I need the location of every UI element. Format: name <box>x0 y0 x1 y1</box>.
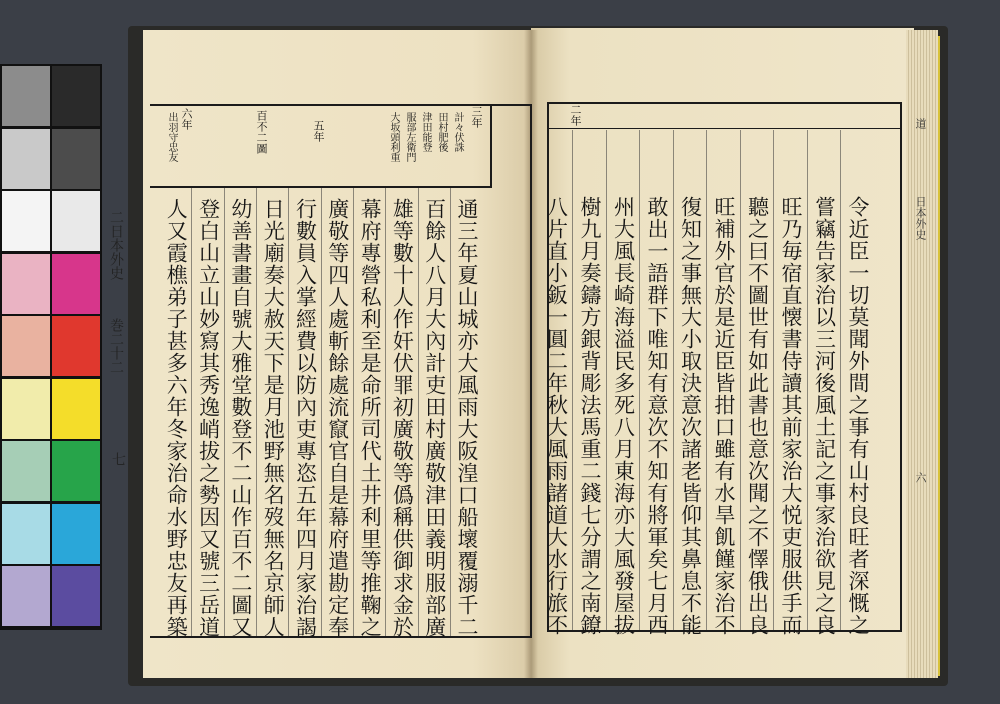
column-ruling <box>321 188 322 636</box>
note-3-line-1: 計々伏誅 <box>452 112 463 152</box>
text-column: 旺補外官於是近臣皆拑口雖有水旱飢饉家治不 <box>712 196 736 636</box>
color-patch <box>2 316 50 376</box>
column-ruling <box>606 130 607 630</box>
color-patch <box>52 129 100 189</box>
text-column: 令近臣一切莫聞外間之事有山村良旺者深慨之 <box>846 196 870 636</box>
column-ruling <box>385 188 386 636</box>
text-column: 日光廟奏大赦天下是月池野無名歿無名京師人 <box>261 198 286 638</box>
color-patch <box>2 504 50 564</box>
text-column: 州大風長崎海溢民多死八月東海亦大風發屋拔 <box>611 196 636 636</box>
column-ruling <box>639 130 640 630</box>
column-ruling <box>353 188 354 636</box>
note-3-line-5: 大坂頭利重 <box>388 112 399 162</box>
color-patch <box>52 254 100 314</box>
right-header-rule <box>547 128 902 129</box>
text-column: 登白山立山妙寫其秀逸峭拔之勢因又號三岳道 <box>196 198 221 638</box>
text-column: 旺乃毎宿直懐書侍讀其前家治大悦吏服供手而 <box>779 196 803 636</box>
color-patch <box>52 379 100 439</box>
color-patch <box>52 566 100 626</box>
text-column: 復知之事無大小取決意次諸老皆仰其鼻息不能 <box>678 196 703 636</box>
text-column: 聽之曰不圖世有如此書也意次聞之不懌俄出良 <box>745 196 770 636</box>
text-column: 通三年夏山城亦大風雨大阪湟口船壞覆溺千二 <box>455 198 479 638</box>
color-patch <box>2 441 50 501</box>
edge-text-1: 道 <box>914 118 927 129</box>
text-column: 樹九月奏鑄方銀背彫法馬重二錢七分謂之南鐐 <box>578 196 602 636</box>
right-header-year: 二年 <box>569 104 582 126</box>
note-year-3: 三年 <box>470 106 483 128</box>
note-3-line-4: 服部左衛門 <box>404 112 415 162</box>
text-column: 廣敬等四人處斬餘處流竄官自是幕府遣勘定奉 <box>325 198 350 638</box>
text-column: 幕府專營私利至是命所司代土井利里等推鞠之 <box>358 198 383 638</box>
column-ruling <box>256 188 257 636</box>
text-column: 八片直小鈑一圓二年秋大風雨諸道大水行旅不 <box>544 196 569 636</box>
edge-text-2: 日本外史 <box>914 196 927 240</box>
column-ruling <box>807 130 808 630</box>
column-ruling <box>773 130 774 630</box>
color-patch <box>52 66 100 126</box>
note-year-5: 五年 <box>312 120 325 142</box>
color-patch <box>52 316 100 376</box>
color-patch <box>2 254 50 314</box>
text-column: 敢出一語群下唯知有意次不知有將軍矣七月西 <box>645 196 669 636</box>
column-ruling <box>418 188 419 636</box>
color-patch <box>2 379 50 439</box>
column-ruling <box>288 188 289 636</box>
column-ruling <box>572 130 573 630</box>
color-patch <box>2 129 50 189</box>
note-3-line-2: 田村肥後 <box>436 112 447 152</box>
column-ruling <box>450 188 451 636</box>
column-ruling <box>191 188 192 636</box>
column-ruling <box>840 130 841 630</box>
text-column: 雄等數十人作奸伏罪初廣敬等僞稱供御求金於 <box>390 198 415 638</box>
text-column: 嘗竊告家治以三河後風土記之事家治欲見之良 <box>812 196 837 636</box>
left-header-side-rule <box>490 104 492 188</box>
column-ruling <box>673 130 674 630</box>
color-patch <box>52 191 100 251</box>
text-column: 人又霞樵弟子甚多六年冬家治命水野忠友再築 <box>164 198 189 638</box>
color-patch <box>2 566 50 626</box>
margin-volume: 巻二十二 <box>108 318 124 374</box>
margin-page-number: 七 <box>110 452 126 466</box>
note-year-6: 六年 <box>180 108 193 130</box>
color-patch <box>2 191 50 251</box>
column-ruling <box>224 188 225 636</box>
note-3-line-3: 津田能登 <box>420 112 431 152</box>
edge-text-3: 六 <box>914 472 927 483</box>
color-checker-card <box>0 64 102 630</box>
color-patch <box>2 66 50 126</box>
column-ruling <box>706 130 707 630</box>
text-column: 行數員入掌經費以防內吏專恣五年四月家治謁 <box>293 198 318 638</box>
color-patch <box>52 441 100 501</box>
text-column: 幼善書畫自號大雅堂數登不二山作百不二圖又 <box>228 198 253 638</box>
column-ruling <box>740 130 741 630</box>
margin-title: 二日本外史 <box>108 210 124 280</box>
color-patch <box>52 504 100 564</box>
note-hyakufuji: 百不二圖 <box>255 110 268 154</box>
note-6-line-1: 出羽守忠友 <box>166 112 177 162</box>
text-column: 百餘人八月大內計吏田村廣敬津田義明服部廣 <box>422 198 447 638</box>
